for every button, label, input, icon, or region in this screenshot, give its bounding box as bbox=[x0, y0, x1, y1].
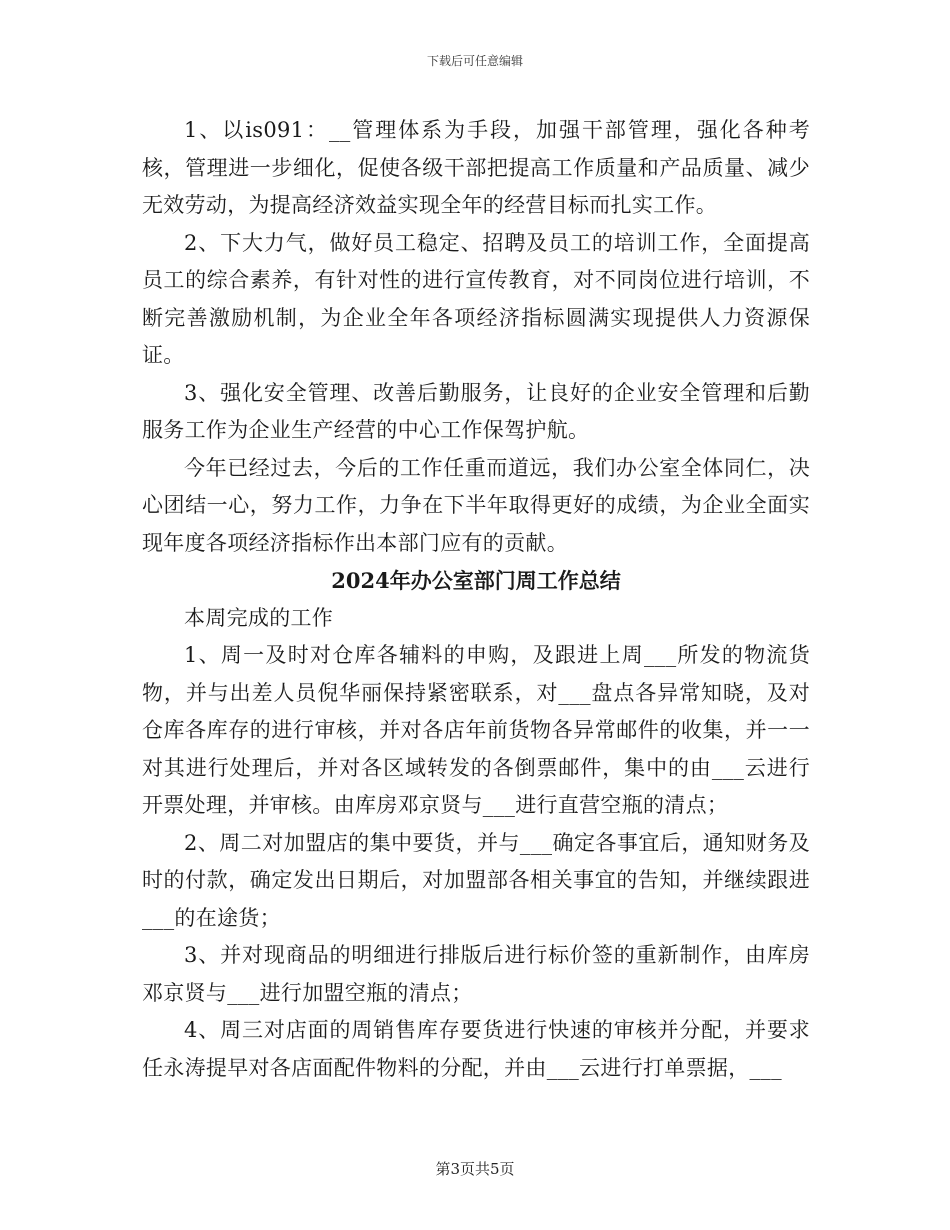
paragraph: 1、周一及时对仓库各辅料的申购，及跟进上周___所发的物流货物，并与出差人员倪华丽保持紧密联系，对___盘点各异常知晓，及对仓库各库存的进行审核，并对各店年前货物各异常邮件的收集，并一一对其进行处理后，并对各区域转发的各倒票邮件，集中的由___云进行开票处理，并审核。由库房邓京贤与___进行直营空瓶的清点； bbox=[142, 643, 810, 817]
section-title: 2024年办公室部门周工作总结 bbox=[331, 568, 621, 593]
page-number: 第3页共5页 bbox=[435, 1160, 515, 1178]
paragraph: 2、下大力气，做好员工稳定、招聘及员工的培训工作，全面提高员工的综合素养，有针对性的进行宣传教育，对不同岗位进行培训，不断完善激励机制，为企业全年各项经济指标圆满实现提供人力资源保证。 bbox=[142, 230, 810, 367]
document-body bbox=[142, 112, 810, 1087]
paragraph: 2、周二对加盟店的集中要货，并与___确定各事宜后，通知财务及时的付款，确定发出日期后，对加盟部各相关事宜的告知，并继续跟进___的在途货； bbox=[142, 830, 810, 930]
paragraph: 今年已经过去，今后的工作任重而道远，我们办公室全体同仁，决心团结一心，努力工作，力争在下半年取得更好的成绩，为企业全面实现年度各项经济指标作出本部门应有的贡献。 bbox=[142, 455, 810, 555]
page-header-note: 下载后可任意编辑 bbox=[426, 54, 523, 68]
paragraph: 3、强化安全管理、改善后勤服务，让良好的企业安全管理和后勤服务工作为企业生产经营的中心工作保驾护航。 bbox=[142, 380, 810, 442]
paragraph: 3、并对现商品的明细进行排版后进行标价签的重新制作，由库房邓京贤与___进行加盟空瓶的清点； bbox=[142, 943, 810, 1005]
subsection-label: 本周完成的工作 bbox=[184, 605, 334, 630]
paragraph: 4、周三对店面的周销售库存要货进行快速的审核并分配，并要求任永涛提早对各店面配件物料的分配，并由___云进行打单票据，___ bbox=[142, 1018, 810, 1080]
paragraph: 1、以is091：__管理体系为手段，加强干部管理，强化各种考核，管理进一步细化，促使各级干部把提高工作质量和产品质量、减少无效劳动，为提高经济效益实现全年的经营目标而扎实工作。 bbox=[142, 118, 810, 217]
